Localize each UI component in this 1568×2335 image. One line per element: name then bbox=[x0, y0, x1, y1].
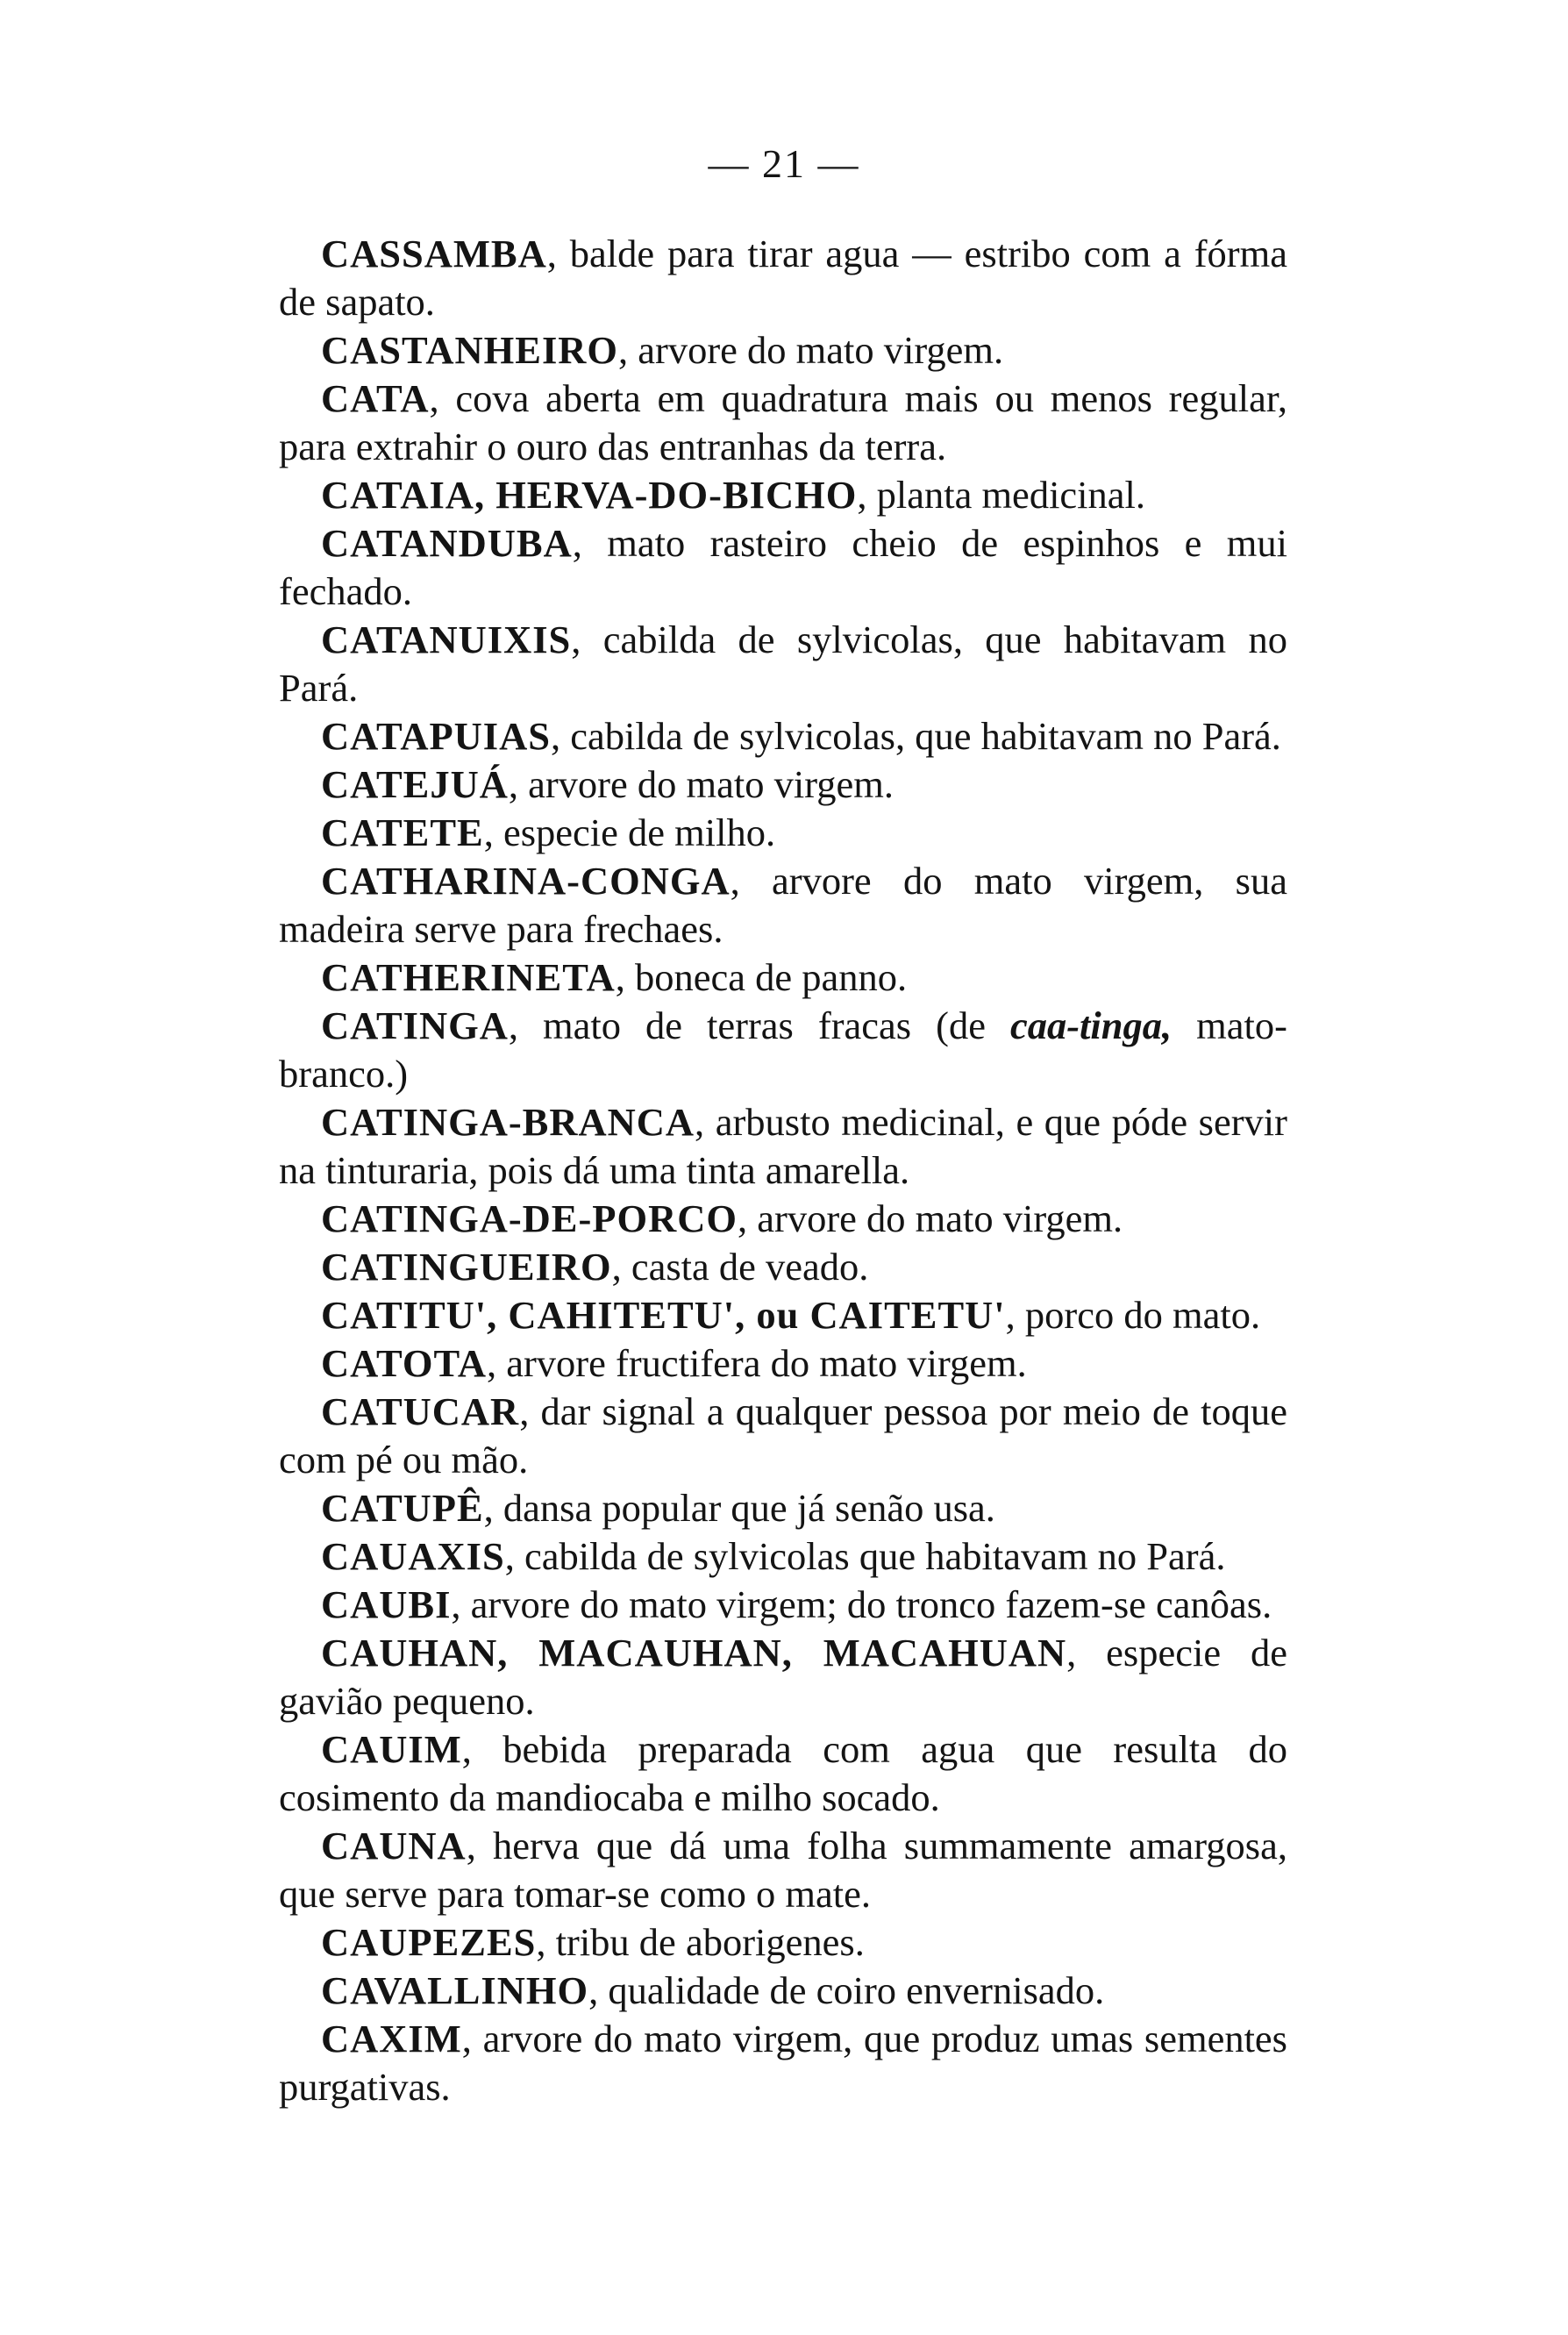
headword: CATANUIXIS bbox=[321, 618, 572, 661]
headword: CATHARINA-CONGA bbox=[321, 859, 731, 903]
dictionary-entries bbox=[279, 230, 1287, 2111]
entry-cauaxis bbox=[279, 1532, 1287, 1581]
entry-catanduba bbox=[279, 519, 1287, 616]
headword: CAXIM bbox=[321, 2017, 462, 2060]
definition: , arvore do mato virgem. bbox=[738, 1196, 1123, 1240]
definition: , arvore do mato virgem; do tronco fazem-se canôas. bbox=[451, 1582, 1272, 1626]
headword: CATINGA-DE-PORCO bbox=[321, 1196, 738, 1240]
headword: CATAPUIAS bbox=[321, 714, 552, 758]
definition: , arvore do mato virgem. bbox=[618, 328, 1004, 372]
definition: , cabilda de sylvicolas, que habitavam no Pará. bbox=[551, 714, 1281, 758]
definition: , dansa popular que já senão usa. bbox=[483, 1486, 995, 1530]
entry-cauim bbox=[279, 1725, 1287, 1822]
definition: , porco do mato. bbox=[1005, 1293, 1261, 1337]
definition: , qualidade de coiro envernisado. bbox=[588, 1968, 1105, 2012]
headword: CAUIM bbox=[321, 1727, 462, 1771]
headword: CATEJUÁ bbox=[321, 762, 509, 806]
page-number: — 21 — bbox=[708, 141, 860, 186]
headword: CATETE bbox=[321, 810, 484, 854]
definition: , tribu de aborigenes. bbox=[536, 1920, 865, 1964]
headword: CATAIA, HERVA-DO-BICHO bbox=[321, 473, 858, 517]
definition: , arvore do mato virgem, sua madeira serve para frechaes. bbox=[279, 859, 1287, 951]
headword: CATITU', CAHITETU', ou CAITETU' bbox=[321, 1293, 1006, 1337]
definition: , planta medicinal. bbox=[857, 473, 1146, 517]
headword: CATOTA bbox=[321, 1341, 487, 1385]
entry-cassamba bbox=[279, 230, 1287, 326]
definition: , casta de veado. bbox=[611, 1245, 869, 1289]
entry-catapuias bbox=[279, 712, 1287, 760]
definition: , arvore fructifera do mato virgem. bbox=[486, 1341, 1027, 1385]
entry-catingueiro bbox=[279, 1243, 1287, 1291]
entry-caxim bbox=[279, 2015, 1287, 2111]
definition: , arvore do mato virgem, que produz umas sementes purgativas. bbox=[279, 2017, 1287, 2109]
entry-catucar bbox=[279, 1388, 1287, 1484]
headword: CAUHAN, MACAUHAN, MACAHUAN bbox=[321, 1631, 1067, 1674]
definition: , cova aberta em quadratura mais ou menos regular, para extrahir o ouro das entranhas da terra. bbox=[279, 376, 1287, 468]
headword: CATUPÊ bbox=[321, 1486, 484, 1530]
definition-continued: mato-branco.) bbox=[279, 1003, 1287, 1096]
definition: , boneca de panno. bbox=[615, 955, 908, 999]
entry-cata bbox=[279, 375, 1287, 471]
entry-catinga-branca bbox=[279, 1098, 1287, 1195]
headword: CATANDUBA bbox=[321, 521, 573, 565]
entry-cauna bbox=[279, 1822, 1287, 1918]
entry-catanuixis bbox=[279, 616, 1287, 712]
entry-cavallinho bbox=[279, 1967, 1287, 2015]
entry-cauhan bbox=[279, 1629, 1287, 1725]
headword: CATA bbox=[321, 376, 430, 420]
definition: , especie de milho. bbox=[483, 810, 776, 854]
entry-catejua bbox=[279, 760, 1287, 809]
definition: , mato rasteiro cheio de espinhos e mui fechado. bbox=[279, 521, 1287, 613]
definition: , herva que dá uma folha summamente amargosa, que serve para tomar-se como o mate. bbox=[279, 1824, 1287, 1916]
entry-caubi bbox=[279, 1581, 1287, 1629]
headword: CATINGA-BRANCA bbox=[321, 1100, 695, 1144]
entry-cataia bbox=[279, 471, 1287, 519]
entry-catota bbox=[279, 1339, 1287, 1388]
entry-catete bbox=[279, 809, 1287, 857]
headword: CASTANHEIRO bbox=[321, 328, 619, 372]
entry-catinga-de-porco bbox=[279, 1195, 1287, 1243]
headword: CASSAMBA bbox=[321, 232, 547, 275]
headword: CATHERINETA bbox=[321, 955, 616, 999]
headword: CAUAXIS bbox=[321, 1534, 505, 1578]
definition: , cabilda de sylvicolas que habitavam no Pará. bbox=[504, 1534, 1226, 1578]
headword: CATUCAR bbox=[321, 1389, 520, 1433]
entry-castanheiro bbox=[279, 326, 1287, 375]
definition: , balde para tirar agua — estribo com a fórma de sapato. bbox=[279, 232, 1287, 324]
entry-caupezes bbox=[279, 1918, 1287, 1967]
headword: CATINGA bbox=[321, 1003, 509, 1047]
definition: , mato de terras fracas (de bbox=[508, 1003, 1010, 1047]
definition: , especie de gavião pequeno. bbox=[279, 1631, 1287, 1723]
headword: CATINGUEIRO bbox=[321, 1245, 612, 1289]
definition: , arvore do mato virgem. bbox=[508, 762, 894, 806]
entry-catitu bbox=[279, 1291, 1287, 1339]
entry-catharina-conga bbox=[279, 857, 1287, 953]
definition: , cabilda de sylvicolas, que habitavam no Pará. bbox=[279, 618, 1287, 710]
entry-catinga bbox=[279, 1002, 1287, 1098]
definition: , bebida preparada com agua que resulta do cosimento da mandiocaba e milho socado. bbox=[279, 1727, 1287, 1819]
entry-catherineta bbox=[279, 953, 1287, 1002]
headword: CAVALLINHO bbox=[321, 1968, 589, 2012]
headword: CAUNA bbox=[321, 1824, 467, 1867]
headword: CAUPEZES bbox=[321, 1920, 537, 1964]
entry-catupe bbox=[279, 1484, 1287, 1532]
italic-term: caa-tinga, bbox=[1009, 1003, 1172, 1047]
definition: , dar signal a qualquer pessoa por meio de toque com pé ou mão. bbox=[279, 1389, 1287, 1482]
headword: CAUBI bbox=[321, 1582, 452, 1626]
definition: , arbusto medicinal, e que póde servir na tinturaria, pois dá uma tinta amarella. bbox=[279, 1100, 1287, 1192]
